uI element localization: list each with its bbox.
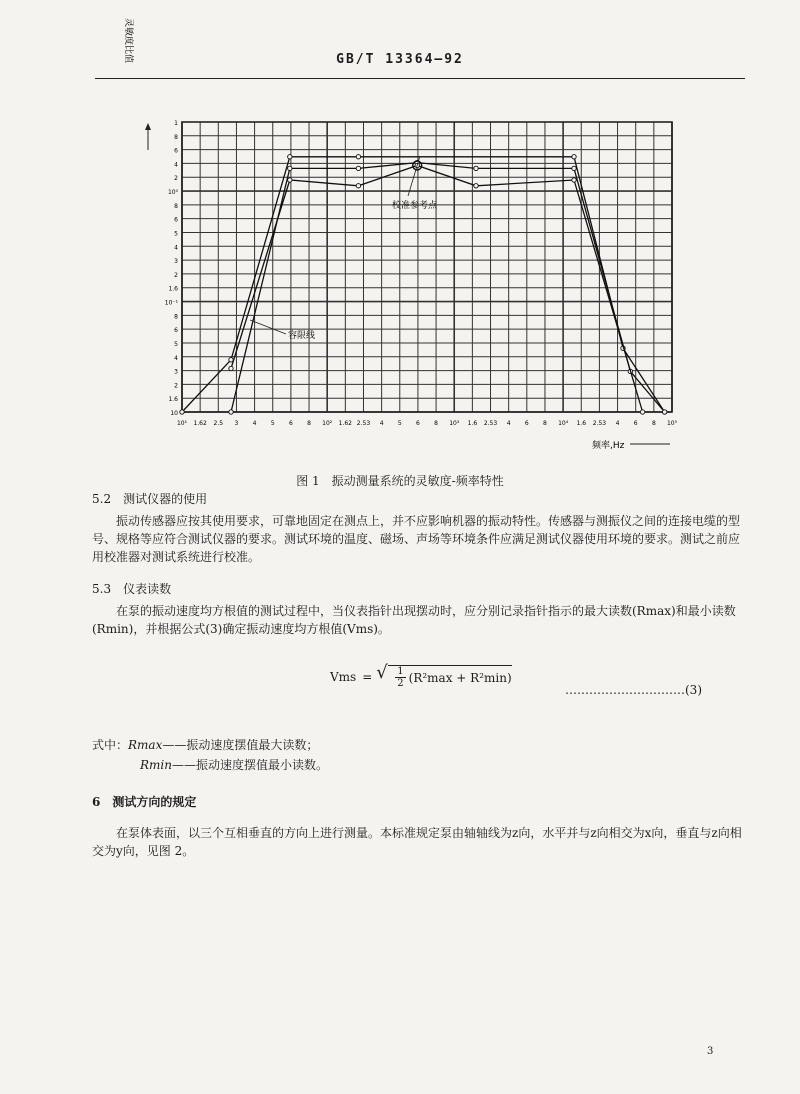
curve-point <box>356 184 360 188</box>
curve-point <box>229 410 233 414</box>
curve-point <box>474 184 478 188</box>
where-block <box>92 735 328 775</box>
y-tick-label: 10 <box>170 410 178 417</box>
curve-point <box>288 155 292 159</box>
x-tick-label: 6 <box>288 420 293 427</box>
x-tick-label: 6 <box>633 420 638 427</box>
where-2-desc: ——振动速度摆值最小读数。 <box>171 758 328 772</box>
x-tick-label: 5 <box>270 420 275 427</box>
y-tick-label: 1.6 <box>168 285 178 293</box>
formula-equals: = <box>362 670 373 684</box>
x-tick-label: 10³ <box>449 420 460 427</box>
y-tick-label: 4 <box>174 244 178 252</box>
curve-point <box>288 166 292 170</box>
curve-point <box>356 166 360 170</box>
ref-point-label: 校准参考点 <box>392 201 438 211</box>
y-tick-labels <box>165 120 179 417</box>
y-tick-label: 3 <box>174 258 178 266</box>
x-tick-label: 2.53 <box>483 420 498 427</box>
y-tick-label: 6 <box>174 216 178 224</box>
x-tick-label: 2.53 <box>356 420 371 427</box>
where-1-desc: ——振动速度摆值最大读数； <box>162 738 319 752</box>
x-tick-label: 10² <box>322 420 333 427</box>
x-tick-label: 2.53 <box>592 420 607 427</box>
figure-grid <box>182 122 672 412</box>
formula-inner: (R²max + R²min) <box>408 670 512 685</box>
x-tick-label: 4 <box>379 420 384 427</box>
x-tick-label: 10⁴ <box>558 420 569 427</box>
y-axis-label: 灵敏度比值 <box>123 18 133 64</box>
x-tick-label: 8 <box>307 420 311 427</box>
y-tick-label: 6 <box>174 327 178 335</box>
y-tick-label: 8 <box>174 202 178 210</box>
y-tick-label: 1 <box>174 120 178 127</box>
figure-curves <box>180 155 667 415</box>
curve-point <box>572 166 576 170</box>
curve-point <box>180 410 184 414</box>
plot-frame <box>182 122 672 412</box>
y-tick-label: 4 <box>174 161 178 169</box>
y-tick-label: 2 <box>174 175 178 183</box>
formula-denominator: 2 <box>397 678 404 689</box>
x-tick-label: 4 <box>252 420 257 427</box>
standard-number-header: GB/T 13364—92 <box>336 52 464 67</box>
formula-sqrt <box>388 665 511 689</box>
x-tick-label: 10¹ <box>176 420 188 427</box>
y-tick-label: 10⁰ <box>167 189 178 197</box>
formula-3 <box>330 665 512 689</box>
y-axis-arrowhead <box>145 123 151 130</box>
x-tick-label: 3 <box>234 420 239 427</box>
y-tick-label: 1.6 <box>168 396 178 404</box>
x-tick-label: 1.6 <box>576 420 587 427</box>
where-2-symbol: Rmin <box>140 758 172 772</box>
x-tick-label: 1.62 <box>338 420 353 427</box>
curve-point <box>229 366 233 370</box>
curve-point <box>640 410 644 414</box>
x-tick-label: 8 <box>434 420 438 427</box>
formula-fraction <box>395 666 405 689</box>
y-tick-label: 8 <box>174 313 178 321</box>
x-tick-label: 8 <box>651 420 656 427</box>
x-tick-label: 4 <box>506 420 511 427</box>
page-number: 3 <box>707 1046 714 1057</box>
x-tick-label: 4 <box>615 420 620 427</box>
header-rule <box>95 78 745 79</box>
x-tick-label: 6 <box>524 420 529 427</box>
section-5-2-body: 振动传感器应按其使用要求，可靠地固定在测点上，并不应影响机器的振动特性。传感器与测振仪之间的连接电缆的型号、规格等应符合测试仪器的要求。测试环境的温度、磁场、声场等环境条件应满足测试仪器使用环境的要求。测试之前应用校准器对测试系统进行校准。 <box>92 514 741 564</box>
tolerance-line-label: 容限线 <box>288 331 316 341</box>
curve-point <box>356 155 360 159</box>
formula-lhs: Vms <box>330 670 357 684</box>
curve-point <box>229 358 233 362</box>
tolerance-pointer <box>250 320 286 334</box>
x-tick-label: 5 <box>397 420 402 427</box>
x-tick-label: 8 <box>543 420 547 427</box>
y-tick-label: 3 <box>174 368 178 376</box>
y-tick-label: 5 <box>174 340 178 348</box>
y-tick-label: 6 <box>174 147 178 155</box>
section-5-3-title: 5.3 仪表读数 <box>92 582 172 596</box>
formula-number: (3) <box>685 683 702 697</box>
section-5-2-title: 5.2 测试仪器的使用 <box>92 492 208 506</box>
y-tick-label: 8 <box>174 133 178 141</box>
formula-leader: …………………………(3) <box>565 683 702 697</box>
curve-point <box>572 155 576 159</box>
x-tick-label: 6 <box>416 420 420 427</box>
x-tick-label: 1.6 <box>467 420 478 427</box>
x-tick-labels <box>177 420 678 427</box>
y-tick-label: 5 <box>174 230 178 238</box>
y-tick-label: 2 <box>174 271 178 279</box>
section-5-3-body: 在泵的振动速度均方根值的测试过程中，当仪表指针出现摆动时，应分别记录指针指示的最大读数(Rmax)和最小读数(Rmin)，并根据公式(3)确定振动速度均方根值(Vms)。 <box>92 604 736 636</box>
x-tick-label: 2.5 <box>213 420 224 427</box>
formula-numerator: √ 1 <box>397 666 404 677</box>
section-6-title: 6 测试方向的规定 <box>92 795 197 809</box>
figure-caption: 图 1 振动测量系统的灵敏度-频率特性 <box>296 474 504 488</box>
y-tick-label: 10⁻¹ <box>164 299 178 307</box>
y-tick-label: 2 <box>174 382 178 390</box>
x-axis-label: 频率,Hz <box>592 441 625 451</box>
where-1-symbol: Rmax <box>128 738 163 752</box>
curve-point <box>474 166 478 170</box>
y-tick-label: 4 <box>174 354 178 362</box>
x-tick-label: 10⁵ <box>666 420 678 427</box>
curve-point <box>288 178 292 182</box>
x-tick-label: 1.62 <box>193 420 207 427</box>
curve-point <box>662 410 666 414</box>
section-6-body: 在泵体表面，以三个互相垂直的方向上进行测量。本标准规定泵由轴轴线为z向，水平并与z向相交为x向，垂直与z向相交为y向，见图 2。 <box>92 826 742 858</box>
where-label: 式中： <box>92 738 129 752</box>
curve-point <box>572 178 576 182</box>
